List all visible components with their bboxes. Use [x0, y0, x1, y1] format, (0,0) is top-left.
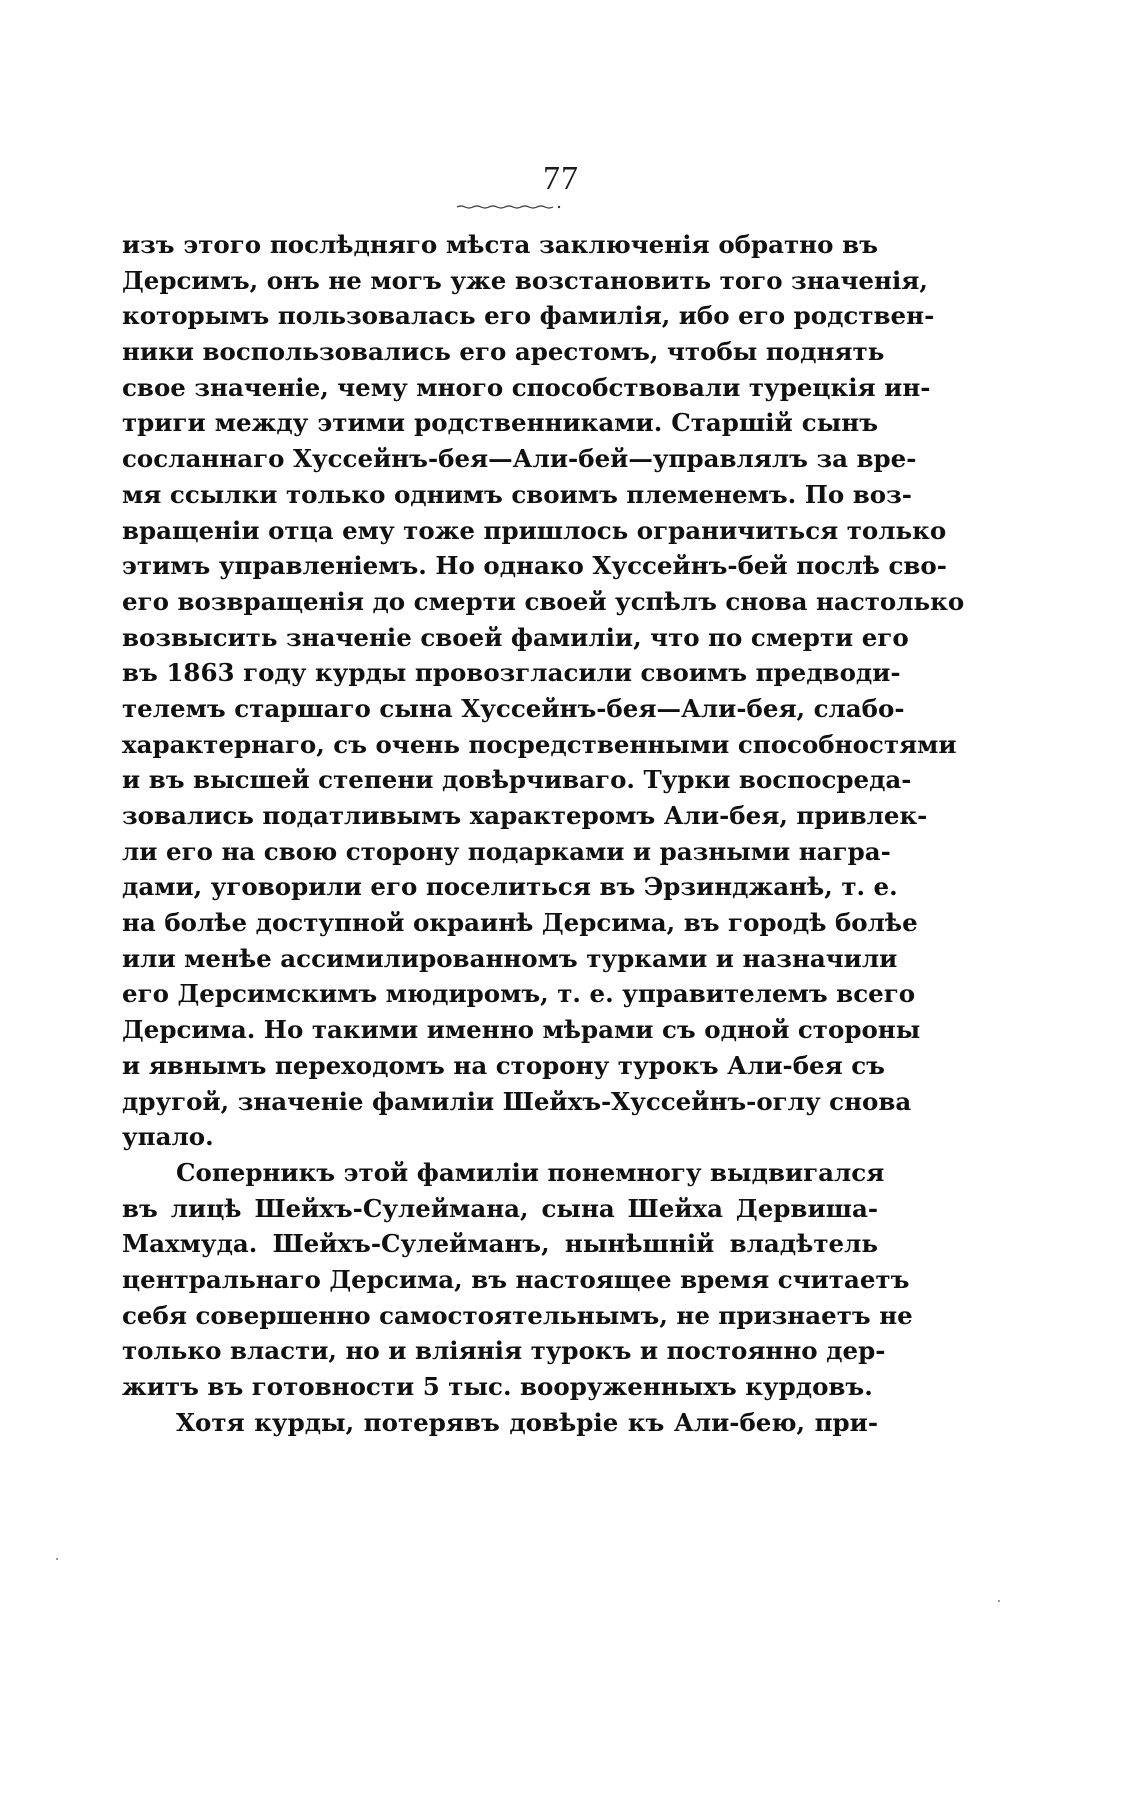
text-line: сосланнаго Хуссейнъ-бея—Али-бей—управлялъ за вре- [122, 444, 917, 474]
text-line: въ лицѣ Шейхъ-Сулеймана, сына Шейха Дервиша- [122, 1193, 878, 1223]
text-line: характернаго, съ очень посредственными способностями [122, 729, 957, 759]
text-line: Дерсимъ, онъ не могъ уже возстановить того значенія, [122, 265, 928, 295]
text-line: мя ссылки только однимъ своимъ племенемъ. По воз- [122, 479, 912, 509]
text-line: которымъ пользовалась его фамилія, ибо его родствен- [122, 301, 935, 331]
text-line: изъ этого послѣдняго мѣста заключенія обратно въ [122, 230, 878, 259]
body-text [122, 227, 965, 1440]
text-line: себя совершенно самостоятельнымъ, не признаетъ не [122, 1300, 913, 1330]
page-header [0, 160, 1140, 198]
text-line: его возвращенія до смерти своей успѣлъ снова настолько [122, 586, 965, 616]
text-line: Хотя курды, потерявъ довѣріе къ Али-бею, при- [176, 1407, 878, 1437]
text-line: центральнаго Дерсима, въ настоящее время считаетъ [122, 1264, 910, 1294]
text-line: триги между этими родственниками. Старшій сынъ [122, 408, 878, 438]
text-line: ники воспользовались его арестомъ, чтобы поднять [122, 337, 885, 367]
text-line: телемъ старшаго сына Хуссейнъ-бея—Али-бея, слабо- [122, 693, 905, 723]
text-line: его Дерсимскимъ мюдиромъ, т. е. управителемъ всего [122, 979, 916, 1009]
text-line: только власти, но и вліянія турокъ и постоянно дер- [122, 1336, 886, 1366]
text-line: Махмуда. Шейхъ-Сулейманъ, нынѣшній владѣтель [122, 1229, 878, 1259]
text-line: на болѣе доступной окраинѣ Дерсима, въ городѣ болѣе [122, 908, 918, 938]
text-line: ли его на свою сторону подарками и разными награ- [122, 836, 891, 866]
text-line: и въ высшей степени довѣрчиваго. Турки воспосреда- [122, 765, 912, 795]
text-line: зовались податливымъ характеромъ Али-бея, привлек- [122, 801, 928, 830]
scan-speck [998, 1600, 1000, 1602]
text-line: упало. [122, 1122, 214, 1152]
text-line: Соперникъ этой фамиліи понемногу выдвигался [176, 1157, 885, 1187]
decorative-rule-icon [455, 204, 563, 210]
text-line: возвысить значеніе своей фамиліи, что по смерти его [122, 622, 909, 652]
text-line: въ 1863 году курды провозгласили своимъ предводи- [122, 658, 901, 688]
text-line: дами, уговорили его поселиться въ Эрзинджанѣ, т. е. [122, 872, 898, 902]
text-line: Дерсима. Но такими именно мѣрами съ одной стороны [122, 1015, 921, 1045]
text-line: житъ въ готовности 5 тыс. вооруженныхъ курдовъ. [122, 1372, 873, 1401]
text-line: свое значеніе, чему много способствовали турецкія ин- [122, 372, 931, 402]
text-line: или менѣе ассимилированномъ турками и назначили [122, 943, 898, 973]
scan-speck [56, 1558, 58, 1560]
page-number: 77 [543, 160, 579, 197]
text-line: другой, значеніе фамиліи Шейхъ-Хуссейнъ-оглу снова [122, 1086, 912, 1116]
text-line: и явнымъ переходомъ на сторону турокъ Али-бея съ [122, 1050, 885, 1080]
text-line: этимъ управленіемъ. Но однако Хуссейнъ-бей послѣ сво- [122, 551, 947, 581]
text-line: вращеніи отца ему тоже пришлось ограничиться только [122, 515, 947, 545]
